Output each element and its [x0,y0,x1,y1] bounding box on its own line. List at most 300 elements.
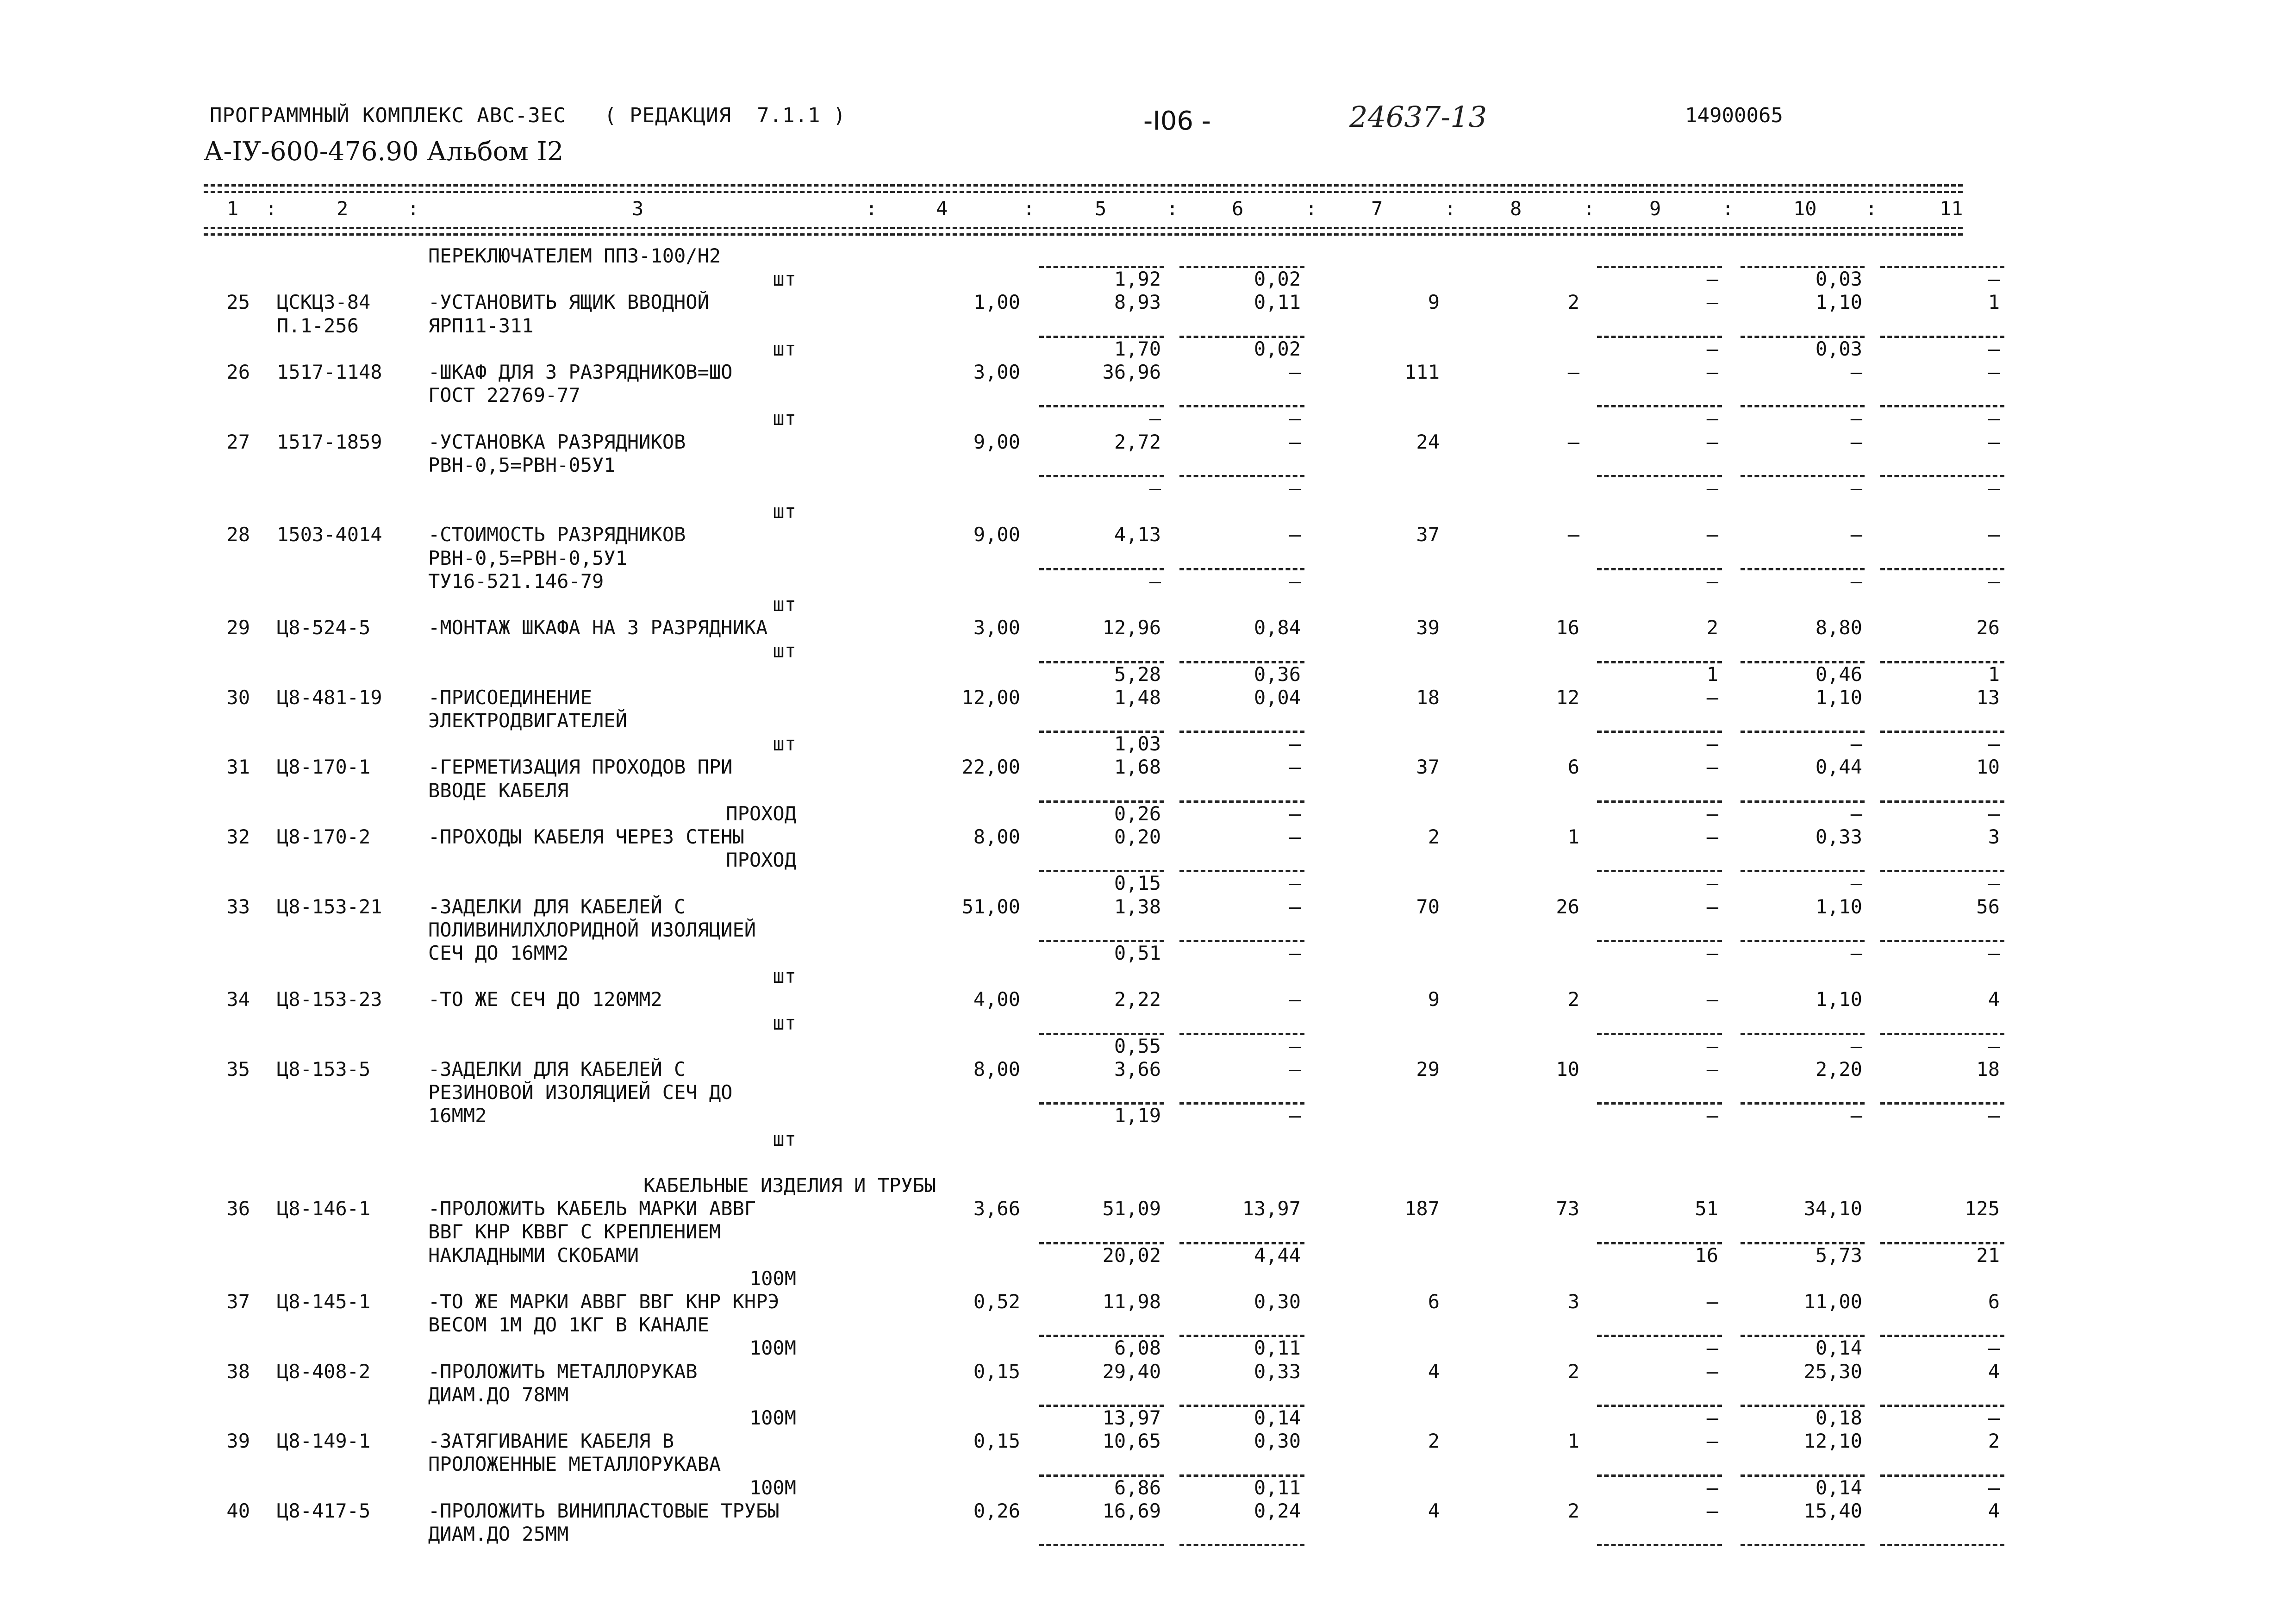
cell-col-10: 0,44 [1815,756,1862,779]
cell-col-11: – [1988,1406,2000,1429]
cell-col-10: 0,03 [1815,337,1862,360]
header-rule-2 [204,233,1963,236]
column-separator: : [1444,197,1456,220]
cell-underline [1179,405,1304,407]
cell-underline [1597,336,1722,338]
cell-col-2: Ц8-145-1 [277,1290,371,1313]
cell-col-9: – [1706,1034,1718,1057]
cell-col-2: Ц8-153-23 [277,988,382,1011]
cell-col-10: – [1850,430,1862,453]
cell-col-6: – [1289,407,1301,430]
column-number-1: 1 [227,197,239,220]
cell-underline [1880,1405,2004,1407]
document-code: 14900065 [1685,104,1783,127]
cell-col-1: 34 [226,988,250,1011]
cell-col-11: 4 [1988,988,2000,1011]
cell-col-7: 6 [1428,1290,1440,1313]
cell-col-9: – [1706,988,1718,1011]
cell-col-7: 9 [1428,291,1440,314]
cell-underline [1741,731,1865,733]
cell-col-4: 8,00 [973,1058,1020,1081]
cell-col-10: 1,10 [1815,686,1862,709]
cell-col-10: – [1850,361,1862,383]
cell-underline [1880,336,2004,338]
cell-underline [1880,940,2004,942]
cell-col-11: – [1988,1476,2000,1499]
cell-col-6: – [1289,895,1301,918]
cell-col-9: – [1706,291,1718,314]
cell-col-5: 5,28 [1114,662,1161,686]
cell-col-5: 2,72 [1114,430,1161,453]
cell-underline [1880,475,2004,477]
cell-col-10: – [1850,1034,1862,1057]
cell-col-5: – [1149,569,1161,593]
cell-col-9: – [1706,1104,1718,1127]
cell-col-3: ЯРП11-311 [428,314,534,337]
cell-col-5: 6,86 [1114,1476,1161,1499]
cell-col-11: 1 [1988,291,2000,314]
cell-col-9: – [1706,477,1718,500]
cell-col-3: КАБЕЛЬНЫЕ ИЗДЕЛИЯ И ТРУБЫ [643,1174,936,1197]
cell-underline [1179,870,1304,872]
cell-col-5: 11,98 [1102,1290,1161,1313]
album-title: А-IУ-600-476.90 Альбом I2 [204,137,564,167]
cell-underline [1880,661,2004,663]
cell-col-6: – [1289,1058,1301,1081]
cell-col-10: 0,14 [1815,1476,1862,1499]
column-number-6: 6 [1232,197,1244,220]
cell-col-6: 0,33 [1254,1360,1301,1383]
cell-col-9: – [1706,1360,1718,1383]
cell-underline [1741,800,1865,803]
cell-col-5: 0,55 [1114,1034,1161,1057]
cell-col-9: – [1706,1290,1718,1313]
cell-col-9: – [1706,756,1718,779]
cell-col-9: – [1706,942,1718,964]
cell-col-5: 0,26 [1114,802,1161,825]
cell-col-10: 1,10 [1815,895,1862,918]
cell-col-10: 0,33 [1815,825,1862,848]
cell-underline [1880,405,2004,407]
cell-col-11: – [1988,872,2000,895]
cell-col-2: Ц8-170-2 [277,825,371,848]
cell-underline [1179,475,1304,477]
cell-col-3: ПРОХОД [726,849,796,872]
cell-col-5: 0,51 [1114,942,1161,964]
cell-col-5: 1,92 [1114,268,1161,291]
cell-col-5: 1,38 [1114,895,1161,918]
cell-col-9: – [1706,430,1718,453]
cell-underline [1741,475,1865,477]
cell-col-2: 1517-1859 [277,430,382,453]
cell-col-3: -ЗАДЕЛКИ ДЛЯ КАБЕЛЕЙ С [428,895,686,918]
cell-col-6: – [1289,430,1301,453]
cell-col-8: 2 [1567,1499,1579,1522]
cell-col-8: 2 [1567,1360,1579,1383]
cell-col-11: – [1988,569,2000,593]
cell-col-9: – [1706,895,1718,918]
cell-col-5: 16,69 [1102,1499,1161,1522]
cell-col-9: – [1706,1499,1718,1522]
cell-col-9: – [1706,407,1718,430]
cell-col-2: Ц8-408-2 [277,1360,371,1383]
cell-col-6: 0,11 [1254,1337,1301,1360]
cell-col-11: 21 [1976,1243,2000,1267]
cell-col-7: 187 [1404,1197,1440,1220]
cell-underline [1179,568,1304,570]
cell-col-10: – [1850,942,1862,964]
cell-underline [1880,1335,2004,1337]
column-number-4: 4 [936,197,948,220]
column-number-11: 11 [1940,197,1963,220]
cell-col-5: 51,09 [1102,1197,1161,1220]
cell-col-1: 29 [226,616,250,639]
cell-col-1: 38 [226,1360,250,1383]
cell-col-11: – [1988,942,2000,964]
cell-col-11: 4 [1988,1499,2000,1522]
cell-col-3: РВН-0,5=РВН-05У1 [428,453,616,476]
cell-col-3: -ПРОЛОЖИТЬ МЕТАЛЛОРУКАВ [428,1360,698,1383]
cell-col-1: 30 [226,686,250,709]
cell-col-6: 0,14 [1254,1406,1301,1429]
cell-underline [1880,1544,2004,1546]
cell-col-7: 4 [1428,1499,1440,1522]
cell-col-11: 4 [1988,1360,2000,1383]
cell-underline [1039,475,1164,477]
header-rule-1 [204,227,1963,229]
cell-col-4: 22,00 [961,756,1020,779]
cell-underline [1597,475,1722,477]
cell-underline [1597,1335,1722,1337]
cell-col-11: – [1988,407,2000,430]
cell-underline [1880,1033,2004,1035]
cell-col-1: 39 [226,1430,250,1453]
cell-underline [1597,1405,1722,1407]
cell-col-9: – [1706,825,1718,848]
cell-col-6: 0,30 [1254,1430,1301,1453]
cell-col-7: 29 [1416,1058,1440,1081]
cell-col-5: 36,96 [1102,361,1161,383]
cell-col-8: 16 [1556,616,1579,639]
cell-col-6: 0,02 [1254,268,1301,291]
cell-col-9: – [1706,1430,1718,1453]
column-number-7: 7 [1371,197,1383,220]
cell-col-4: 0,15 [973,1360,1020,1383]
cell-col-11: – [1988,477,2000,500]
cell-col-3: шт [773,1011,796,1034]
cell-col-5: 2,22 [1114,988,1161,1011]
cell-col-6: – [1289,825,1301,848]
column-separator: : [1023,197,1035,220]
cell-col-1: 36 [226,1197,250,1220]
cell-col-3: 16ММ2 [428,1104,487,1127]
cell-col-3: ДИАМ.ДО 78ММ [428,1383,569,1406]
cell-col-10: – [1850,569,1862,593]
cell-underline [1179,731,1304,733]
cell-col-9: – [1706,1337,1718,1360]
cell-col-3: шт [773,337,796,360]
cell-underline [1741,405,1865,407]
cell-col-11: – [1988,523,2000,546]
cell-col-8: – [1567,361,1579,383]
cell-col-5: 1,48 [1114,686,1161,709]
cell-underline [1597,940,1722,942]
cell-col-4: 4,00 [973,988,1020,1011]
cell-col-7: 70 [1416,895,1440,918]
cell-col-8: 26 [1556,895,1579,918]
cell-col-2: Ц8-153-21 [277,895,382,918]
cell-col-9: – [1706,361,1718,383]
cell-col-3: 100М [749,1476,796,1499]
cell-col-10: – [1850,477,1862,500]
cell-col-9: – [1706,337,1718,360]
column-number-5: 5 [1095,197,1107,220]
cell-col-5: 3,66 [1114,1058,1161,1081]
cell-col-8: 10 [1556,1058,1579,1081]
cell-col-8: 12 [1556,686,1579,709]
cell-col-10: – [1850,523,1862,546]
cell-col-11: 56 [1976,895,2000,918]
cell-underline [1741,940,1865,942]
cell-underline [1597,568,1722,570]
cell-col-2: Ц8-170-1 [277,756,371,779]
cell-col-1: 25 [226,291,250,314]
cell-col-2: Ц8-146-1 [277,1197,371,1220]
cell-col-1: 37 [226,1290,250,1313]
cell-col-4: 9,00 [973,430,1020,453]
column-separator: : [1583,197,1595,220]
cell-col-9: – [1706,732,1718,756]
cell-col-3: СЕЧ ДО 16ММ2 [428,942,569,964]
cell-col-11: 13 [1976,686,2000,709]
cell-col-9: 2 [1706,616,1718,639]
cell-col-7: 4 [1428,1360,1440,1383]
cell-col-7: 111 [1404,361,1440,383]
cell-col-9: 1 [1706,662,1718,686]
cell-col-9: 51 [1695,1197,1718,1220]
cell-col-2: Ц8-417-5 [277,1499,371,1522]
cell-col-5: 4,13 [1114,523,1161,546]
cell-col-11: 2 [1988,1430,2000,1453]
cell-underline [1880,731,2004,733]
cell-col-5: 29,40 [1102,1360,1161,1383]
cell-col-10: 0,46 [1815,662,1862,686]
cell-col-9: – [1706,1058,1718,1081]
cell-col-6: 0,11 [1254,291,1301,314]
cell-col-6: – [1289,872,1301,895]
cell-col-10: – [1850,732,1862,756]
cell-col-10: 0,18 [1815,1406,1862,1429]
cell-col-9: – [1706,1476,1718,1499]
cell-underline [1741,1102,1865,1105]
cell-underline [1039,405,1164,407]
cell-col-8: – [1567,430,1579,453]
cell-col-6: 0,84 [1254,616,1301,639]
cell-underline [1179,940,1304,942]
column-number-3: 3 [632,197,644,220]
cell-col-4: 0,52 [973,1290,1020,1313]
cell-col-6: 0,36 [1254,662,1301,686]
cell-col-11: – [1988,337,2000,360]
cell-col-1: 27 [226,430,250,453]
cell-col-3: -ЗАТЯГИВАНИЕ КАБЕЛЯ В [428,1430,674,1453]
cell-col-3: -МОНТАЖ ШКАФА НА 3 РАЗРЯДНИКА [428,616,768,639]
cell-col-4: 8,00 [973,825,1020,848]
cell-underline [1179,1033,1304,1035]
cell-col-11: 26 [1976,616,2000,639]
cell-col-11: – [1988,430,2000,453]
cell-col-5: 10,65 [1102,1430,1161,1453]
cell-underline [1880,870,2004,872]
cell-col-8: – [1567,523,1579,546]
cell-col-3: -СТОИМОСТЬ РАЗРЯДНИКОВ [428,523,686,546]
cell-col-6: – [1289,1034,1301,1057]
cell-col-7: 2 [1428,825,1440,848]
cell-col-4: 3,00 [973,361,1020,383]
cell-col-11: – [1988,268,2000,291]
cell-underline [1179,1102,1304,1105]
cell-col-3: -ПРОЛОЖИТЬ КАБЕЛЬ МАРКИ АВВГ [428,1197,756,1220]
cell-col-7: 18 [1416,686,1440,709]
cell-underline [1597,800,1722,803]
top-rule-1 [204,184,1963,187]
cell-col-3: РЕЗИНОВОЙ ИЗОЛЯЦИЕЙ СЕЧ ДО [428,1081,733,1104]
cell-col-3: -ТО ЖЕ МАРКИ АВВГ ВВГ КНР КНРЭ [428,1290,780,1313]
cell-col-6: 13,97 [1242,1197,1301,1220]
cell-col-11: – [1988,361,2000,383]
cell-underline [1039,1544,1164,1546]
cell-col-3: шт [773,732,796,756]
cell-col-6: – [1289,732,1301,756]
cell-col-6: – [1289,756,1301,779]
cell-col-10: – [1850,407,1862,430]
cell-col-8: 73 [1556,1197,1579,1220]
cell-underline [1880,1102,2004,1105]
cell-col-3: 100М [749,1267,796,1290]
cell-col-3: ПОЛИВИНИЛХЛОРИДНОЙ ИЗОЛЯЦИЕЙ [428,918,756,941]
cell-col-4: 3,00 [973,616,1020,639]
cell-col-3: -УСТАНОВКА РАЗРЯДНИКОВ [428,430,686,453]
cell-col-10: 12,10 [1803,1430,1862,1453]
cell-col-1: 32 [226,825,250,848]
cell-col-4: 3,66 [973,1197,1020,1220]
cell-col-2: П.1-256 [277,314,359,337]
cell-underline [1179,800,1304,803]
column-number-2: 2 [337,197,349,220]
cell-underline [1880,266,2004,268]
cell-underline [1741,568,1865,570]
cell-underline [1741,1544,1865,1546]
cell-underline [1597,405,1722,407]
cell-col-7: 24 [1416,430,1440,453]
cell-col-5: 20,02 [1102,1243,1161,1267]
cell-col-1: 33 [226,895,250,918]
cell-col-4: 9,00 [973,523,1020,546]
cell-col-3: ВВОДЕ КАБЕЛЯ [428,779,569,802]
column-number-10: 10 [1793,197,1817,220]
cell-col-10: – [1850,1104,1862,1127]
cell-col-11: 3 [1988,825,2000,848]
cell-col-3: -ПРОЛОЖИТЬ ВИНИПЛАСТОВЫЕ ТРУБЫ [428,1499,780,1522]
cell-col-9: – [1706,523,1718,546]
cell-col-3: -ПРОХОДЫ КАБЕЛЯ ЧЕРЕЗ СТЕНЫ [428,825,744,848]
cell-col-5: – [1149,477,1161,500]
cell-col-7: 37 [1416,523,1440,546]
cell-col-6: – [1289,477,1301,500]
column-separator: : [1866,197,1878,220]
cell-col-6: – [1289,523,1301,546]
cell-underline [1880,568,2004,570]
cell-col-4: 0,15 [973,1430,1020,1453]
cell-col-3: 100М [749,1406,796,1429]
cell-col-3: ЭЛЕКТРОДВИГАТЕЛЕЙ [428,709,627,732]
cell-col-5: 0,20 [1114,825,1161,848]
cell-col-6: – [1289,361,1301,383]
cell-underline [1597,1102,1722,1105]
column-separator: : [866,197,878,220]
cell-col-3: шт [773,407,796,430]
cell-col-6: – [1289,1104,1301,1127]
cell-col-6: 0,30 [1254,1290,1301,1313]
cell-col-1: 35 [226,1058,250,1081]
cell-underline [1597,731,1722,733]
cell-col-10: 1,10 [1815,291,1862,314]
cell-col-3: -ШКАФ ДЛЯ 3 РАЗРЯДНИКОВ=ШО [428,361,733,383]
cell-col-3: шт [773,500,796,523]
cell-col-3: 100М [749,1337,796,1360]
cell-col-11: 125 [1965,1197,2000,1220]
cell-col-4: 0,26 [973,1499,1020,1522]
cell-underline [1179,1544,1304,1546]
top-rule-2 [204,191,1963,193]
page-number: -I06 - [1143,106,1211,136]
cell-col-2: ЦСКЦЗ-84 [277,291,371,314]
cell-col-6: – [1289,802,1301,825]
program-title: ПРОГРАММНЫЙ КОМПЛЕКС АВС-3ЕС ( РЕДАКЦИЯ 7.1.1 ) [210,104,846,127]
cell-col-3: -ТО ЖЕ СЕЧ ДО 120ММ2 [428,988,662,1011]
cell-col-11: – [1988,1337,2000,1360]
column-separator: : [1722,197,1734,220]
cell-col-5: 1,68 [1114,756,1161,779]
cell-col-3: ПЕРЕКЛЮЧАТЕЛЕМ ППЗ-100/Н2 [428,244,721,267]
cell-col-6: 0,02 [1254,337,1301,360]
cell-col-4: 51,00 [961,895,1020,918]
cell-underline [1880,800,2004,803]
cell-col-4: 12,00 [961,686,1020,709]
cell-col-3: ВЕСОМ 1М ДО 1КГ В КАНАЛЕ [428,1313,709,1337]
cell-col-11: 10 [1976,756,2000,779]
cell-col-1: 31 [226,756,250,779]
cell-col-7: 37 [1416,756,1440,779]
cell-col-5: – [1149,407,1161,430]
cell-col-5: 0,15 [1114,872,1161,895]
cell-col-9: – [1706,802,1718,825]
cell-col-10: 2,20 [1815,1058,1862,1081]
cell-col-2: Ц8-153-5 [277,1058,371,1081]
cell-col-9: – [1706,872,1718,895]
cell-col-11: – [1988,802,2000,825]
cell-col-10: 8,80 [1815,616,1862,639]
cell-col-6: 0,11 [1254,1476,1301,1499]
cell-col-2: 1503-4014 [277,523,382,546]
cell-col-3: НАКЛАДНЫМИ СКОБАМИ [428,1243,639,1267]
cell-col-7: 2 [1428,1430,1440,1453]
cell-col-2: Ц8-524-5 [277,616,371,639]
cell-underline [1597,870,1722,872]
cell-col-10: 11,00 [1803,1290,1862,1313]
cell-col-10: – [1850,802,1862,825]
cell-col-2: 1517-1148 [277,361,382,383]
